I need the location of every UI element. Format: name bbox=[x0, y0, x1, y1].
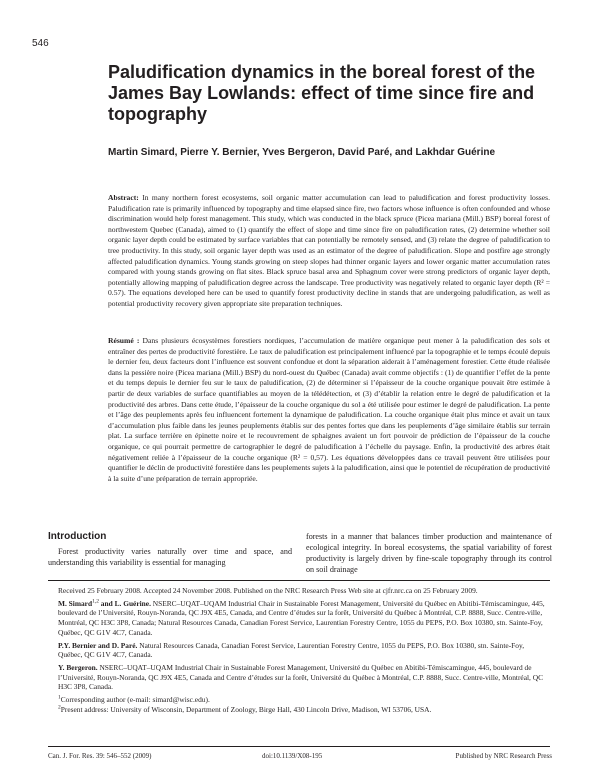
abstract bbox=[108, 193, 550, 310]
resume-label: Résumé : bbox=[108, 336, 140, 345]
paper-title: Paludification dynamics in the boreal forest of the James Bay Lowlands: effect of time since fire and topography bbox=[108, 62, 536, 124]
note-1-text: Corresponding author (e-mail: simard@wisc.edu). bbox=[60, 695, 210, 705]
affiliation-2-text: Natural Resources Canada, Canadian Forest Service, Laurentian Forestry Centre, 1055 du PEPS, P.O. Box 10380, stn. Sainte-Foy, Québec, QC G1V 4C7, Canada. bbox=[58, 640, 525, 660]
introduction-column-left: Forest productivity varies naturally over time and space, and understanding this variability is essential for managing bbox=[48, 547, 292, 567]
doi: doi:10.1139/X08-195 bbox=[262, 752, 323, 760]
present-address-note bbox=[58, 705, 548, 715]
affiliation-1-sup: 1,2 bbox=[92, 598, 99, 605]
note-2-sup: 2 bbox=[58, 704, 61, 711]
footnote-content bbox=[58, 586, 548, 714]
affiliation-simard-guerine bbox=[58, 599, 548, 638]
abstract-label: Abstract: bbox=[108, 193, 139, 202]
introduction-heading: Introduction bbox=[48, 531, 107, 542]
affiliation-3-text: NSERC–UQAT–UQAM Industrial Chair in Sustainable Forest Management, Université du Québec en Abitibi-Témiscamingue, 445, boulevard de l’Université, Rouyn-Noranda, QC J9X 4E5, Canada and Centre d’études sur la forêt, Université du Québec à Montréal, C.P. 8888, Succ. Centre-ville, Montréal, QC H3C 3P8, Canada. bbox=[58, 662, 543, 692]
affiliation-3-names: Y. Bergeron. bbox=[58, 662, 98, 672]
received-dates: Received 25 February 2008. Accepted 24 November 2008. Published on the NRC Research Press Web site at cjfr.nrc.ca on 25 February 2009. bbox=[58, 586, 478, 595]
affiliation-1-text: NSERC–UQAT–UQAM Industrial Chair in Sustainable Forest Management, Université du Québec en Abitibi-Témiscamingue, 445, boulevard de l’Université, Rouyn-Noranda, QC J9X 4E5, Canada, and Centre d’études sur la forêt, Université du Québec à Montréal, C.P. 8888, Succ. Centre-ville, Montréal, QC H3C 3P8, Canada; Natural Resources Canada, Canadian Forest Service, Laurentian Forestry Centre, 1055 du PEPS, P.O. Box 10380, stn. Sainte-Foy, Québec, QC G1V 4C7, Canada. bbox=[58, 598, 545, 637]
resume bbox=[108, 336, 550, 484]
corresponding-author-note bbox=[58, 695, 548, 705]
introduction-column-right: forests in a manner that balances timber production and maintenance of ecological integrity. In boreal ecosystems, the spatial variability of forest productivity is largely driven by fine-scale topography through its control on soil drainage bbox=[306, 532, 552, 574]
affiliation-bernier-pare bbox=[58, 641, 548, 660]
note-1-sup: 1 bbox=[58, 694, 61, 701]
resume-text: Dans plusieurs écosystèmes forestiers nordiques, l’accumulation de matière organique peut mener à la paludification des sols et entraîner des pertes de productivité forestière. Le taux de paludification est principalement influencé par la topographie et le temps écoulé depuis le dernier feu, deux facteurs dont l’influence est souvent confondue et dont la séparation aiderait à l’aménagement forestier. Cette étude réalisée dans la pessière noire (Picea mariana (Mill.) BSP) du nord-ouest du Québec (Canada) avait comme objectifs : (1) de quantifier l’effet de la pente et du temps depuis le dernier feu sur le taux de paludification, (2) de déterminer si l’épaisseur de la couche organique pouvait être estimée à partir de deux variables de surface quantifiables au moyen de la télédétection, et (3) d’établir la relation entre le degré de paludification et la productivité des arbres. Dans cette étude, l’épaisseur de la couche organique du sol a été utilisée pour estimer le degré de paludification. La pente et l’âge des peuplements après feu influencent fortement la dynamique de paludification. La couche organique était plus mince et avait un taux d’accumulation plus faible dans les jeunes peuplements établis sur des pentes fortes que dans les peuplements d’âge similaire établis sur terrain plat. La surface terrière en épinette noire et le recouvrement de sphaignes avaient un fort pouvoir de prédiction de l’épaisseur de la couche organique, ce qui pourrait permettre de cartographier le degré de paludification à l’échelle du paysage. Enfin, la productivité des arbres était négativement reliée à l’épaisseur de la couche organique (R² = 0,57). Les équations développées dans ce travail peuvent être utilisées pour quantifier le déclin de productivité forestière dans les peuplements sujets à la paludification, ainsi que le potentiel de récupération de productivité à la suite d’une préparation de terrain appropriée. bbox=[108, 336, 551, 483]
abstract-text: In many northern forest ecosystems, soil organic matter accumulation can lead to paludification and forest productivity losses. Paludification rate is primarily influenced by topography and time elapsed since fire, two factors whose influence is often confounded and whose discrimination would help forest management. This study, which was conducted in the black spruce (Picea mariana (Mill.) BSP) boreal forest of northwestern Quebec (Canada), aimed to (1) quantify the effect of slope and time since fire on paludification rates, (2) determine whether soil organic layer depth could be estimated by surface variables that can potentially be remotely sensed, and (3) relate the degree of paludification to tree productivity. In this study, soil organic layer depth was used as an estimator of the degree of paludification. Slope and postfire age strongly affected paludification dynamics. Young stands growing on steep slopes had thinner organic layers and lower organic matter accumulation rates compared with young stands growing on flat sites. Black spruce basal area and Sphagnum cover were strong predictors of organic layer depth, potentially allowing mapping of paludification degree across the landscape. Tree productivity was negatively related to organic layer depth (R² = 0.57). The equations developed here can be used to quantify forest productivity decline in stands that are undergoing paludification, as well as potential productivity recovery given appropriate site preparation techniques. bbox=[108, 193, 550, 308]
affiliation-1-and: and bbox=[98, 598, 115, 608]
journal-citation: Can. J. For. Res. 39: 546–552 (2009) bbox=[48, 752, 152, 760]
author-list: Martin Simard, Pierre Y. Bernier, Yves Bergeron, David Paré, and Lakhdar Guérine bbox=[108, 147, 496, 158]
note-2-text: Present address: University of Wisconsin, Department of Zoology, Birge Hall, 430 Lincoln Drive, Madison, WI 53706, USA. bbox=[60, 704, 432, 714]
publisher-note: Published by NRC Research Press bbox=[455, 752, 552, 760]
affiliation-2-names: P.Y. Bernier and D. Paré. bbox=[58, 640, 138, 650]
page-number: 546 bbox=[32, 38, 49, 49]
affiliation-bergeron bbox=[58, 663, 548, 692]
affiliation-1-name2: L. Guérine. bbox=[114, 598, 151, 608]
affiliation-1-names: M. Simard bbox=[58, 598, 93, 608]
footnote-box bbox=[48, 580, 550, 747]
